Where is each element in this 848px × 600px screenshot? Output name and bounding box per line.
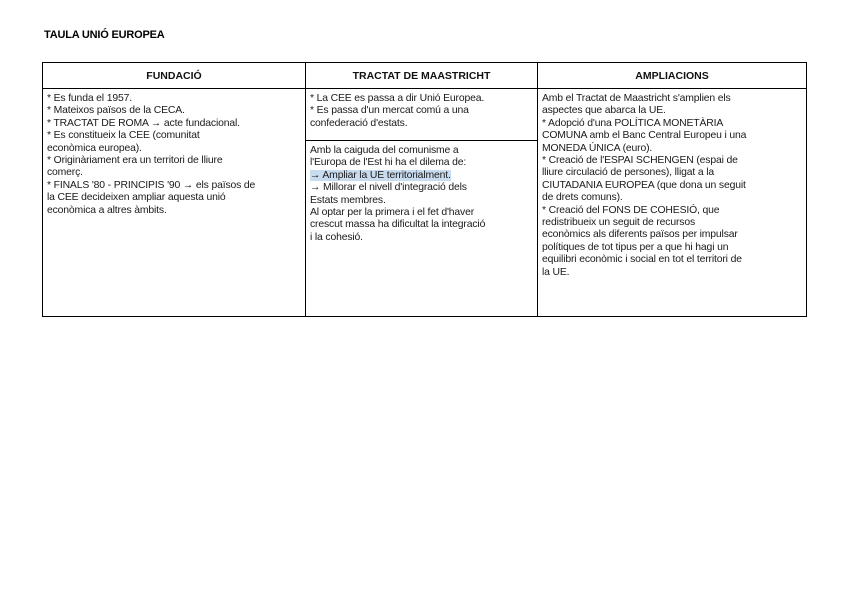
ampliacions-line: * Creació del FONS DE COHESIÓ, que [542,204,720,216]
maastricht-bottom-line: Amb la caiguda del comunisme a [310,145,459,156]
header-tractat-maastricht: TRACTAT DE MAASTRICHT [306,63,538,89]
maastricht-top-line: * La CEE es passa a dir Unió Europea. [310,93,485,104]
fundacio-line: * Mateixos països de la CECA. [47,105,185,117]
ampliacions-line: lliure circulació de persones), lligat a la [542,167,715,179]
ampliacions-line: MONEDA ÚNICA (euro). [542,142,653,154]
ampliacions-line: de drets comuns). [542,192,623,204]
header-fundacio: FUNDACIÓ [43,63,306,89]
table-header-row [43,63,807,89]
ampliacions-line: polítiques de tot tipus per a que hi hagi un [542,241,729,253]
ampliacions-line: la UE. [542,266,570,278]
fundacio-cell [43,89,306,317]
maastricht-bottom-section [306,141,537,316]
maastricht-top-section [306,89,537,141]
maastricht-bottom-line: Al optar per la primera i el fet d'haver [310,207,475,219]
fundacio-line: * FINALS '80 - PRINCIPIS '90 → els països de [47,179,256,191]
header-ampliacions: AMPLIACIONS [538,63,807,89]
ampliacions-line: redistribueix un seguit de recursos [542,217,695,229]
ampliacions-line: Amb el Tractat de Maastricht s'amplien els [542,93,731,104]
maastricht-bottom-line: Estats membres. [310,194,386,206]
maastricht-cell [306,89,538,317]
ampliacions-line: aspectes que abarca la UE. [542,105,666,117]
maastricht-bottom-line: → Millorar el nivell d'integració dels [310,182,467,194]
maastricht-top-line: confederació d'estats. [310,117,408,129]
eu-summary-table [42,62,807,317]
ampliacions-line: CIUTADANIA EUROPEA (que dona un seguit [542,179,746,191]
fundacio-line: * TRACTAT DE ROMA → acte fundacional. [47,117,240,129]
ampliacions-line: equilibri econòmic i social en tot el territori de [542,254,742,266]
fundacio-line: * Es constitueix la CEE (comunitat [47,130,200,142]
maastricht-bottom-line: i la cohesió. [310,231,363,243]
maastricht-top-line: * Es passa d'un mercat comú a una [310,105,469,117]
ampliacions-line: * Adopció d'una POLÍTICA MONETÀRIA [542,117,724,129]
table-body-row [43,89,807,317]
maastricht-bottom-line: crescut massa ha dificultat la integració [310,219,486,231]
ampliacions-line: * Creació de l'ESPAI SCHENGEN (espai de [542,155,738,167]
fundacio-line: comerç. [47,167,83,179]
ampliacions-line: COMUNA amb el Banc Central Europeu i una [542,130,747,142]
ampliacions-cell [538,89,807,317]
highlighted-selection[interactable]: → Ampliar la UE territorialment. [310,169,451,181]
ampliacions-line: econòmics als diferents països per impulsar [542,229,738,241]
fundacio-line: econòmica europea). [47,142,142,154]
fundacio-line: la CEE decideixen ampliar aquesta unió [47,192,226,204]
maastricht-bottom-line: l'Europa de l'Est hi ha el dilema de: [310,157,467,169]
eu-table-container [42,62,806,316]
fundacio-line: * Es funda el 1957. [47,93,132,104]
document-title: TAULA UNIÓ EUROPEA [44,29,165,41]
fundacio-line: econòmica a altres àmbits. [47,204,167,216]
fundacio-line: * Originàriament era un territori de lliure [47,155,223,167]
